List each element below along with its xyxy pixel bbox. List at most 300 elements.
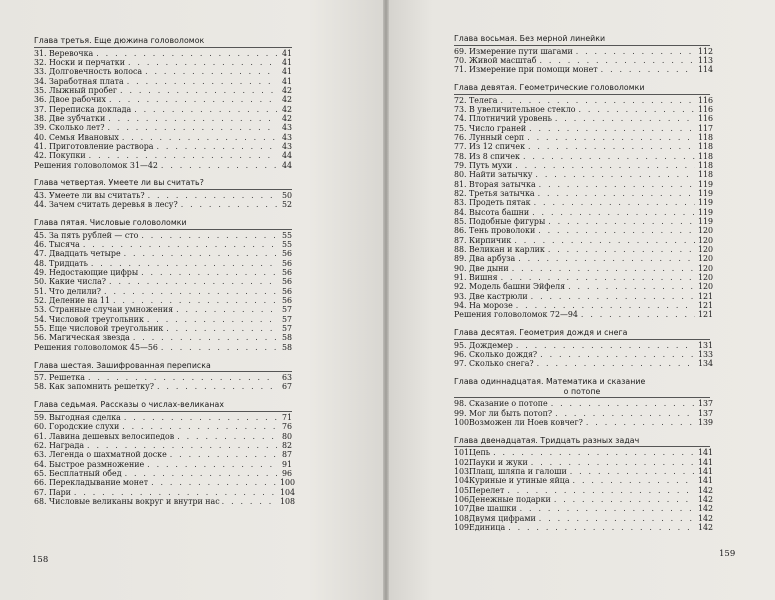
dot-leader: [128, 58, 277, 67]
entry-number: 71.: [454, 65, 467, 75]
toc-entry: [454, 467, 714, 477]
dot-leader: [507, 486, 695, 495]
toc-entry: [454, 399, 714, 409]
chapter-rule: [34, 411, 292, 412]
entry-number: 90.: [454, 263, 467, 273]
toc-entry: [454, 245, 714, 255]
entry-number: 51.: [34, 286, 47, 296]
entry-number: 65.: [34, 468, 47, 478]
entry-title: Переписка доклада: [49, 104, 132, 114]
entry-page: 141: [698, 457, 714, 467]
entry-page: 91: [281, 459, 292, 469]
entry-title: Цепь: [469, 448, 491, 458]
entry-number: 70.: [454, 55, 467, 65]
entry-title: Решения головоломок 31—42: [34, 160, 158, 170]
dot-leader: [170, 450, 277, 459]
dot-leader: [501, 273, 695, 282]
chapter-rule: [454, 45, 710, 46]
entry-page: 116: [698, 104, 714, 114]
chapter-heading: Глава седьмая. Рассказы о числах-великанах: [34, 400, 224, 410]
entry-title: Два арбуза: [469, 254, 516, 264]
entry-title: Решения головоломок 45—56: [34, 342, 158, 352]
entry-page: 142: [698, 495, 714, 505]
entry-title: Дождемер: [469, 340, 513, 350]
toc-entry: [34, 432, 292, 441]
dot-leader: [548, 245, 695, 254]
chapter-heading: Глава восьмая. Без мерной линейки: [454, 34, 606, 43]
toc-entry: [454, 198, 714, 208]
entry-number: 55.: [34, 324, 47, 334]
book-gutter: [383, 0, 389, 600]
chapter-rule: [454, 397, 710, 398]
dot-leader: [145, 67, 277, 76]
dot-leader: [124, 249, 277, 258]
entry-page: 52: [281, 200, 292, 210]
entry-number: 94.: [454, 301, 467, 311]
toc-entry: [454, 142, 714, 152]
entry-number: 59.: [34, 412, 47, 422]
entry-number: 102.: [454, 457, 472, 467]
entry-title: Куриные и утиные яйца: [469, 476, 570, 486]
entry-number: 87.: [454, 235, 467, 245]
dot-leader: [181, 200, 277, 209]
entry-page: 41: [281, 76, 292, 86]
toc-entry: [454, 263, 714, 273]
toc-entry: [454, 340, 714, 350]
toc-entry: [34, 123, 292, 132]
dot-leader: [113, 296, 277, 305]
entry-title: Пауки и жуки: [469, 457, 528, 467]
entry-page: 120: [698, 235, 714, 245]
entry-page: 55: [281, 230, 292, 240]
entry-page: 57: [281, 314, 292, 324]
dot-leader: [570, 467, 695, 476]
toc-entry: [34, 413, 292, 422]
entry-page: 100: [280, 478, 296, 488]
entry-title: Выгодная сделка: [49, 412, 121, 422]
entry-page: 118: [698, 151, 714, 161]
chapter-rule: [34, 371, 292, 372]
toc-entry: [454, 418, 714, 427]
entry-number: 97.: [454, 359, 467, 369]
dot-leader: [516, 301, 695, 310]
entry-title: Найти затычку: [469, 170, 533, 180]
entry-page: 41: [281, 67, 292, 77]
dot-leader: [532, 208, 695, 217]
entry-number: 64.: [34, 459, 47, 469]
entry-page: 142: [698, 513, 714, 523]
entry-number: 62.: [34, 440, 47, 450]
entry-number: 57.: [34, 373, 47, 383]
entry-title: Что делили?: [49, 286, 102, 296]
dot-leader: [586, 418, 695, 427]
toc-entry: [454, 476, 714, 486]
entry-page: 116: [698, 114, 714, 124]
dot-leader: [555, 409, 695, 418]
entry-page: 41: [281, 48, 292, 58]
entry-number: 77.: [454, 142, 467, 152]
toc-entry: [34, 373, 292, 382]
entry-number: 32.: [34, 57, 47, 67]
dot-leader: [122, 422, 277, 431]
entry-number: 63.: [34, 450, 47, 460]
dot-leader: [527, 133, 695, 142]
entry-title: Двадцать четыре: [49, 249, 121, 259]
toc-entry: [34, 324, 292, 333]
entry-page: 42: [281, 95, 292, 105]
left-contents-column: [34, 36, 296, 506]
entry-page: 63: [281, 373, 292, 383]
solutions-entry: [34, 343, 292, 352]
toc-entry: [454, 104, 714, 114]
entry-page: 142: [698, 523, 714, 533]
entry-page: 121: [698, 291, 714, 301]
dot-leader: [161, 343, 277, 352]
chapter-heading: Глава десятая. Геометрия дождя и снега: [454, 328, 628, 338]
toc-entry: [454, 408, 714, 418]
dot-leader: [523, 152, 695, 161]
entry-title: Перелет: [469, 485, 505, 495]
entry-page: 120: [698, 273, 714, 283]
entry-title: Числовой треугольник: [49, 314, 144, 324]
toc-entry: [34, 487, 296, 497]
entry-title: Сказание о потопе: [469, 399, 548, 409]
entry-title: Долговечность волоса: [49, 67, 143, 77]
dot-leader: [148, 191, 277, 200]
dot-leader: [108, 114, 277, 123]
entry-title: Решетка: [49, 373, 85, 383]
dot-leader: [540, 350, 695, 359]
entry-title: Зачем считать деревья в лесу?: [49, 200, 178, 210]
entry-page: 42: [281, 85, 292, 95]
entry-number: 68.: [34, 496, 47, 506]
section-gap: [34, 210, 292, 219]
entry-number: 80.: [454, 170, 467, 180]
dot-leader: [538, 226, 695, 235]
entry-number: 45.: [34, 230, 47, 240]
entry-page: 56: [281, 249, 292, 259]
dot-leader: [134, 105, 277, 114]
dot-leader: [538, 189, 695, 198]
entry-title: Живой масштаб: [469, 55, 537, 65]
entry-page: 133: [698, 350, 714, 360]
dot-leader: [91, 259, 277, 268]
entry-page: 56: [281, 296, 292, 306]
toc-entry: [34, 478, 296, 488]
entry-page: 118: [698, 160, 714, 170]
entry-number: 43.: [34, 190, 47, 200]
entry-title: Телега: [469, 95, 498, 105]
entry-number: 36.: [34, 95, 47, 105]
entry-page: 118: [698, 170, 714, 180]
entry-number: 42.: [34, 151, 47, 161]
entry-number: 76.: [454, 132, 467, 142]
entry-page: 56: [281, 268, 292, 278]
entry-title: Перекладывание монет: [49, 478, 149, 488]
dot-leader: [529, 124, 695, 133]
toc-entry: [454, 495, 714, 505]
toc-entry: [454, 301, 714, 311]
entry-title: Две дыни: [469, 263, 509, 273]
entry-title: Плащ, шляпа и галоши: [469, 467, 567, 477]
entry-number: 53.: [34, 305, 47, 315]
dot-leader: [109, 95, 277, 104]
toc-entry: [34, 287, 292, 296]
dot-leader: [89, 151, 277, 160]
entry-title: Деление на 11: [49, 296, 110, 306]
dot-leader: [177, 432, 277, 441]
entry-title: Лунный серп: [469, 132, 525, 142]
entry-page: 114: [698, 65, 714, 75]
dot-leader: [147, 460, 277, 469]
entry-page: 142: [698, 485, 714, 495]
entry-number: 98.: [454, 399, 467, 409]
entry-title: Из 8 спичек: [469, 151, 520, 161]
entry-title: Сколько снега?: [469, 359, 534, 369]
dot-leader: [579, 105, 696, 114]
entry-number: 38.: [34, 113, 47, 123]
dot-leader: [493, 448, 695, 457]
entry-title: Лавина дешевых велосипедов: [49, 431, 175, 441]
entry-number: 37.: [34, 104, 47, 114]
entry-number: 66.: [34, 478, 47, 488]
entry-page: 120: [698, 254, 714, 264]
left-page: [0, 0, 386, 600]
toc-entry: [34, 315, 292, 324]
chapter-heading: Глава четвертая. Умеете ли вы считать?: [34, 178, 204, 188]
toc-entry: [34, 114, 292, 123]
entry-title: Третья затычка: [469, 188, 535, 198]
entry-number: 107.: [454, 504, 472, 514]
toc-entry: [454, 226, 714, 236]
toc-entry: [34, 422, 292, 431]
entry-number: 106.: [454, 495, 472, 505]
entry-page: 96: [281, 468, 292, 478]
entry-number: 47.: [34, 249, 47, 259]
toc-entry: [34, 240, 292, 249]
entry-title: Денежные подарки: [469, 495, 551, 505]
entry-page: 137: [698, 408, 714, 418]
entry-number: 99.: [454, 408, 467, 418]
entry-page: 58: [281, 333, 292, 343]
entry-number: 72.: [454, 95, 467, 105]
entry-title: Семья Ивановых: [49, 132, 119, 142]
right-contents-column: [454, 34, 714, 533]
entry-number: 41.: [34, 141, 47, 151]
section-gap: [454, 427, 710, 436]
dot-leader: [539, 180, 695, 189]
section-gap: [454, 369, 710, 378]
dot-leader: [141, 231, 277, 240]
entry-number: 86.: [454, 226, 467, 236]
entry-title: На морозе: [469, 301, 513, 311]
toc-entry: [454, 457, 714, 467]
entry-number: 52.: [34, 296, 47, 306]
entry-title: Измерение при помощи монет: [469, 65, 598, 75]
solutions-entry: [34, 161, 292, 170]
toc-entry: [34, 231, 292, 240]
entry-page: 116: [698, 95, 714, 105]
dot-leader: [515, 161, 695, 170]
dot-leader: [176, 305, 277, 314]
dot-leader: [528, 142, 695, 151]
entry-number: 58.: [34, 382, 47, 392]
entry-number: 89.: [454, 254, 467, 264]
entry-page: 139: [698, 418, 714, 427]
entry-title: Сколько лет?: [49, 123, 105, 133]
toc-entry: [34, 296, 292, 305]
toc-entry: [454, 123, 714, 133]
entry-title: Две кастрюли: [469, 291, 528, 301]
entry-title: Городские слухи: [49, 422, 120, 432]
entry-number: 61.: [34, 431, 47, 441]
dot-leader: [83, 240, 277, 249]
entry-number: 81.: [454, 179, 467, 189]
toc-entry: [454, 254, 714, 264]
entry-page: 119: [698, 188, 714, 198]
entry-title: Пари: [49, 487, 71, 497]
dot-leader: [551, 399, 695, 408]
entry-number: 88.: [454, 245, 467, 255]
toc-entry: [454, 485, 714, 495]
entry-title: Еще числовой треугольник: [49, 324, 164, 334]
dot-leader: [108, 123, 278, 132]
dot-leader: [540, 56, 695, 65]
entry-title: Решения головоломок 72—94: [454, 310, 578, 320]
toc-entry: [454, 350, 714, 360]
entry-page: 119: [698, 179, 714, 189]
dot-leader: [516, 341, 695, 350]
entry-number: 82.: [454, 188, 467, 198]
toc-entry: [454, 95, 714, 105]
toc-entry: [454, 448, 714, 458]
chapter-heading-continued: о потопе: [563, 386, 601, 396]
dot-leader: [500, 96, 695, 105]
entry-page: 119: [698, 217, 714, 226]
dot-leader: [534, 198, 695, 207]
entry-title: Какие числа?: [49, 277, 107, 287]
entry-title: Мог ли быть потоп?: [469, 408, 553, 418]
entry-page: 113: [698, 55, 714, 65]
chapter-heading: Глава девятая. Геометрические головоломки: [454, 83, 645, 93]
dot-leader: [161, 161, 277, 170]
entry-title: Веревочка: [49, 48, 94, 58]
entry-page: 56: [281, 258, 292, 268]
toc-entry: [454, 291, 714, 301]
entry-number: 46.: [34, 240, 47, 249]
entry-number: 54.: [34, 314, 47, 324]
toc-entry: [454, 207, 714, 217]
chapter-heading: Глава двенадцатая. Тридцать разных задач: [454, 435, 640, 445]
entry-number: 83.: [454, 198, 467, 208]
entry-number: 104.: [454, 476, 472, 486]
entry-title: Заработная плата: [49, 76, 124, 86]
entry-title: Измерение пути шагами: [469, 46, 573, 56]
entry-title: Числовые великаны вокруг и внутри нас: [49, 496, 220, 506]
entry-number: 95.: [454, 340, 467, 350]
dot-leader: [157, 142, 277, 151]
entry-number: 105.: [454, 485, 472, 495]
dot-leader: [109, 277, 277, 286]
dot-leader: [535, 170, 695, 179]
entry-title: Лыжный пробег: [49, 85, 118, 95]
entry-title: Тысяча: [49, 240, 80, 249]
entry-title: Легенда о шахматной доске: [49, 450, 167, 460]
entry-title: Приготовление раствора: [49, 141, 154, 151]
chapter-rule: [454, 339, 710, 340]
entry-number: 103.: [454, 467, 472, 477]
chapter-rule: [34, 47, 292, 48]
entry-number: 92.: [454, 282, 467, 292]
toc-entry: [34, 382, 292, 391]
dot-leader: [133, 333, 277, 342]
entry-title: Возможен ли Ноев ковчег?: [469, 418, 583, 427]
entry-page: 58: [281, 342, 292, 352]
entry-number: 31.: [34, 48, 47, 58]
toc-entry: [454, 359, 714, 369]
entry-number: 84.: [454, 207, 467, 217]
toc-entry: [34, 133, 292, 142]
chapter-heading: Глава одиннадцатая. Математика и сказание: [454, 377, 646, 387]
entry-title: Умеете ли вы считать?: [49, 190, 145, 200]
chapter-rule: [34, 229, 292, 230]
dot-leader: [157, 382, 277, 391]
toc-entry: [34, 86, 292, 95]
entry-title: Тень проволоки: [469, 226, 536, 236]
dot-leader: [88, 373, 277, 382]
left-page-number: 158: [32, 555, 49, 565]
toc-entry: [34, 259, 292, 268]
entry-number: 33.: [34, 67, 47, 77]
entry-page: 134: [698, 359, 714, 369]
dot-leader: [576, 47, 695, 56]
entry-page: 44: [281, 151, 292, 161]
chapter-rule: [454, 94, 710, 95]
entry-page: 71: [281, 412, 292, 422]
toc-entry: [34, 450, 292, 459]
entry-number: 69.: [454, 46, 467, 56]
entry-page: 44: [281, 160, 292, 170]
right-page: [386, 0, 775, 600]
toc-entry: [34, 77, 292, 86]
entry-page: 42: [281, 113, 292, 123]
dot-leader: [96, 49, 277, 58]
right-page-number: 159: [719, 549, 736, 559]
entry-number: 109.: [454, 523, 472, 533]
dot-leader: [548, 217, 695, 226]
toc-entry: [454, 55, 714, 65]
entry-title: За пять рублей — сто: [49, 230, 139, 240]
dot-leader: [122, 133, 277, 142]
entry-title: Бесплатный обед: [49, 468, 122, 478]
toc-entry: [34, 249, 292, 258]
entry-page: 80: [281, 431, 292, 441]
chapter-heading: Глава пятая. Числовые головоломки: [34, 218, 187, 228]
entry-page: 43: [281, 132, 292, 142]
dot-leader: [581, 310, 695, 319]
chapter-rule: [34, 189, 292, 190]
entry-number: 50.: [34, 277, 47, 287]
entry-title: Великан и карлик: [469, 245, 545, 255]
entry-number: 79.: [454, 160, 467, 170]
entry-number: 48.: [34, 258, 47, 268]
toc-entry: [34, 333, 292, 342]
entry-page: 118: [698, 142, 714, 152]
toc-entry: [34, 191, 292, 200]
toc-entry: [454, 65, 714, 75]
entry-page: 137: [698, 399, 714, 409]
dot-leader: [568, 282, 695, 291]
